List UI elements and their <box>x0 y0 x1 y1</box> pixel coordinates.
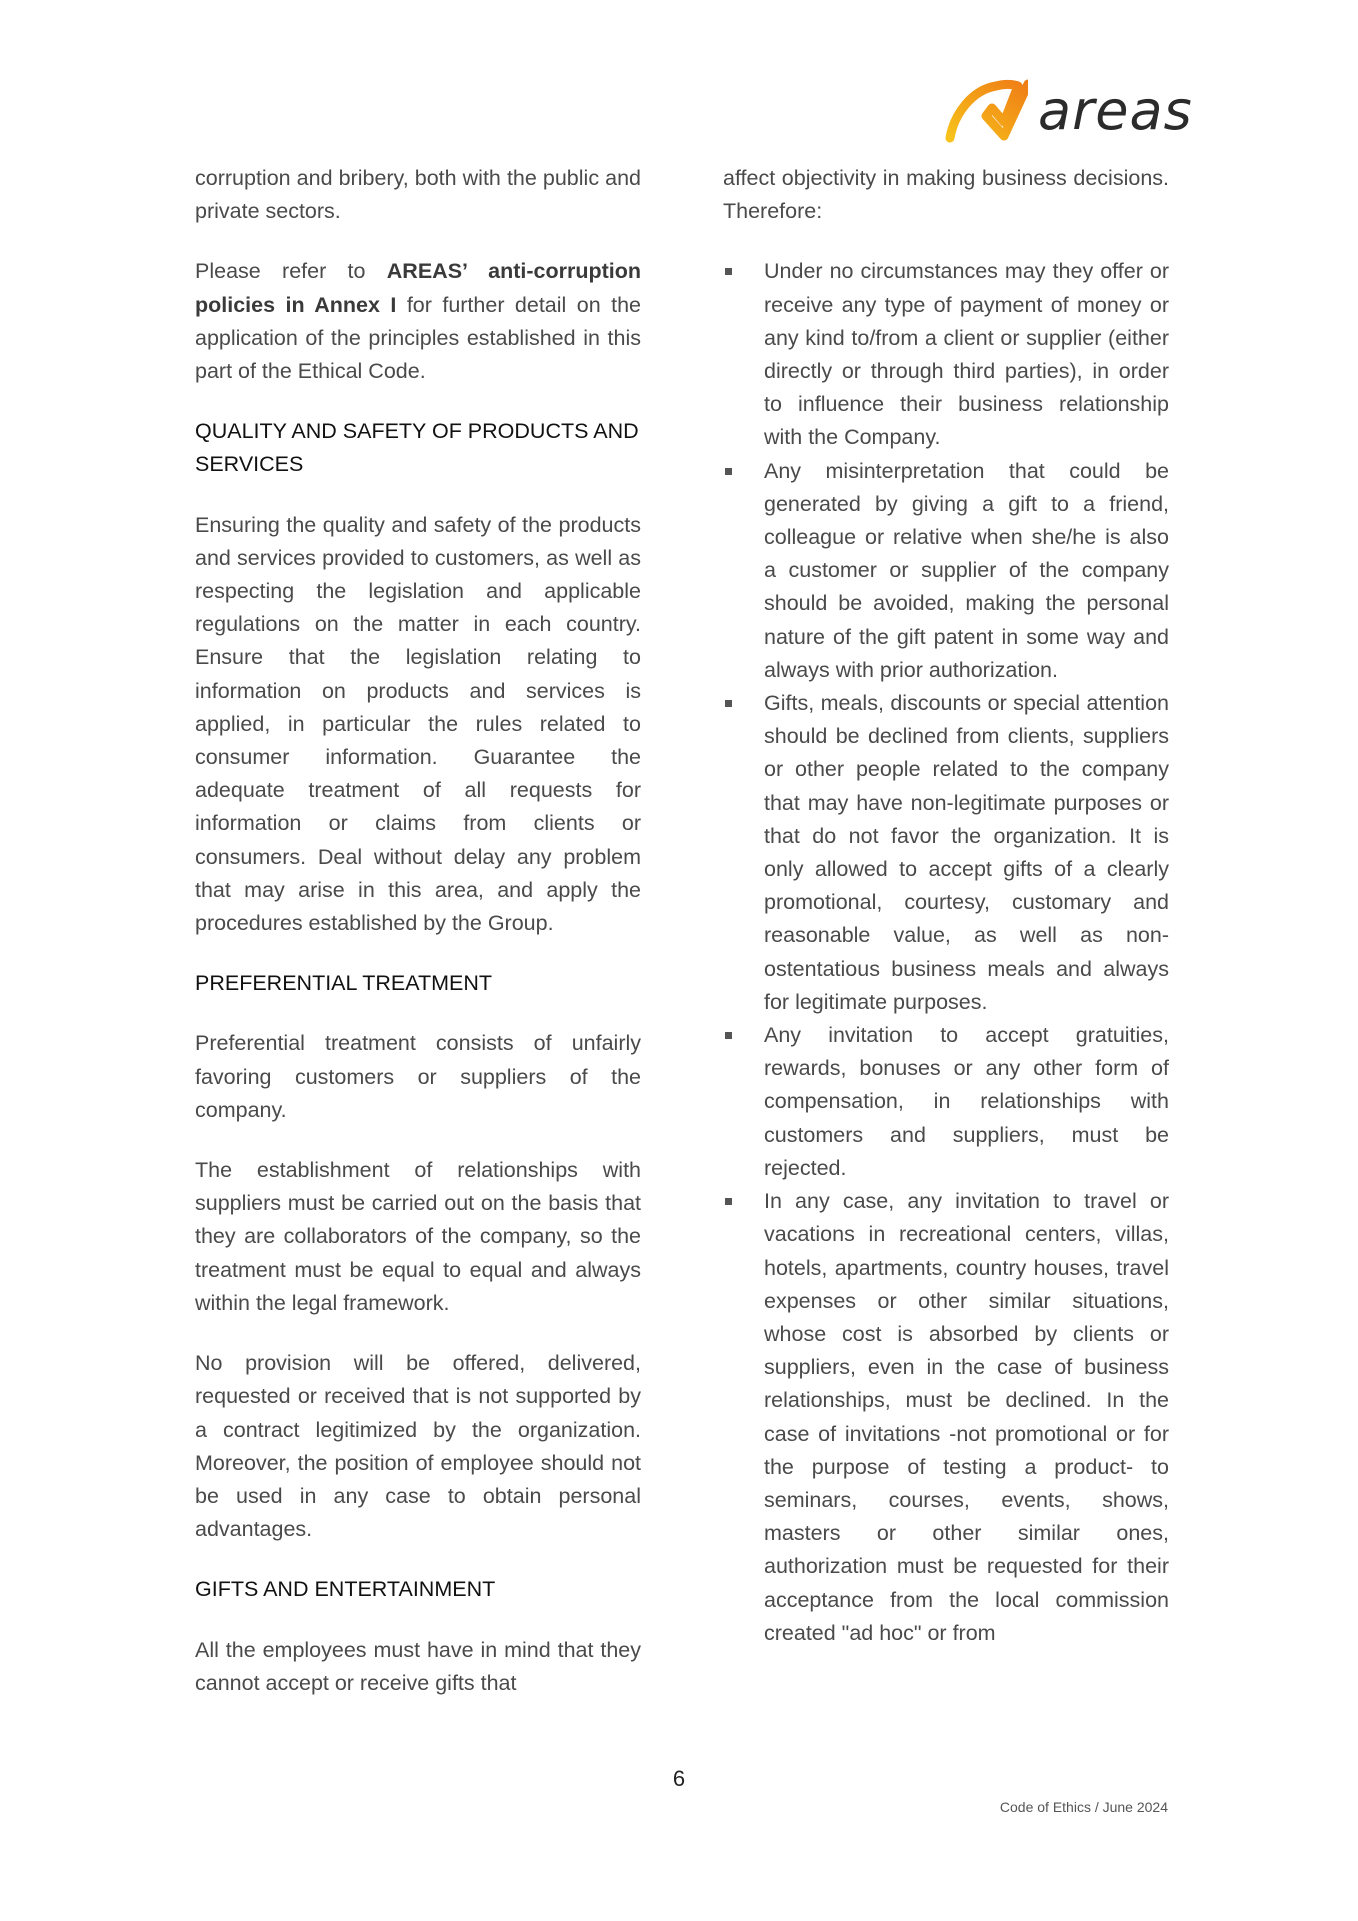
paragraph: All the employees must have in mind that they cannot accept or receive gifts that <box>195 1637 641 1695</box>
list-item: Any misinterpretation that could be generated by giving a gift to a friend, colleague or relative when she/he is also a customer or supplier of the company should be avoided, making the personal nature of the gift patent in some way and always with prior authorization. <box>723 455 1169 687</box>
section-heading-quality: QUALITY AND SAFETY OF PRODUCTS AND SERVICES <box>195 419 639 477</box>
list-item: Under no circumstances may they offer or receive any type of payment of money or any kind to/from a client or supplier (either directly or through third parties), in order to influence their business relationship with the Company. <box>723 255 1169 454</box>
text-span: Please refer to <box>195 259 387 284</box>
paragraph: affect objectivity in making business decisions. Therefore: <box>723 166 1169 224</box>
paragraph: The establishment of relationships with suppliers must be carried out on the basis that they are collaborators of the company, so the treatment must be equal to equal and always within the legal framework. <box>195 1158 641 1315</box>
list-item: In any case, any invitation to travel or vacations in recreational centers, villas, hotels, apartments, country houses, travel expenses or other similar situations, whose cost is absorbed by clients or suppliers, even in the case of business relationships, must be declined. In the case of invitations -not promotional or for the purpose of testing a product- to seminars, courses, events, shows, masters or other similar ones, authorization must be requested for their acceptance from the local commission created "ad hoc" or from <box>723 1185 1169 1650</box>
left-column <box>195 162 641 1700</box>
section-heading-preferential: PREFERENTIAL TREATMENT <box>195 971 493 996</box>
right-column <box>723 162 1169 1650</box>
logo-wordmark: areas <box>1038 79 1193 142</box>
paragraph: Ensuring the quality and safety of the products and services provided to customers, as well as respecting the legislation and applicable regulations on the matter in each country. Ensure that the legislation relating to information on products and services is applied, in particular the rules related to consumer information. Guarantee the adequate treatment of all requests for information or claims from clients or consumers. Deal without delay any problem that may arise in this area, and apply the procedures established by the Group. <box>195 512 641 936</box>
areas-logo <box>944 78 1193 144</box>
list-item: Gifts, meals, discounts or special attention should be declined from clients, suppliers or other people related to the company that may have non-legitimate purposes or that do not favor the organization. It is only allowed to accept gifts of a clearly promotional, courtesy, customary and reasonable value, as well as non-ostentatious business meals and always for legitimate purposes. <box>723 687 1169 1019</box>
page-number: 6 <box>672 1766 686 1791</box>
footer-text: Code of Ethics / June 2024 <box>999 1799 1168 1815</box>
paragraph: No provision will be offered, delivered, requested or received that is not supported by a contract legitimized by the organization. Moreover, the position of employee should not be used in any case to obtain personal advantages. <box>195 1351 641 1542</box>
section-heading-gifts: GIFTS AND ENTERTAINMENT <box>195 1577 496 1602</box>
annex-reference-bold: AREAS’ anti-corruption policies in Annex I <box>195 259 641 317</box>
paragraph: corruption and bribery, both with the public and private sectors. <box>195 166 641 224</box>
paragraph: Preferential treatment consists of unfairly favoring customers or suppliers of the company. <box>195 1031 641 1122</box>
annex-reference-paragraph <box>195 255 641 388</box>
list-item: Any invitation to accept gratuities, rewards, bonuses or any other form of compensation, in relationships with customers and suppliers, must be rejected. <box>723 1019 1169 1185</box>
bullet-list <box>723 255 1169 1650</box>
areas-logo-mark-icon <box>944 78 1028 144</box>
text-span: for further detail on the application of the principles established in this part of the Ethical Code. <box>195 292 642 384</box>
